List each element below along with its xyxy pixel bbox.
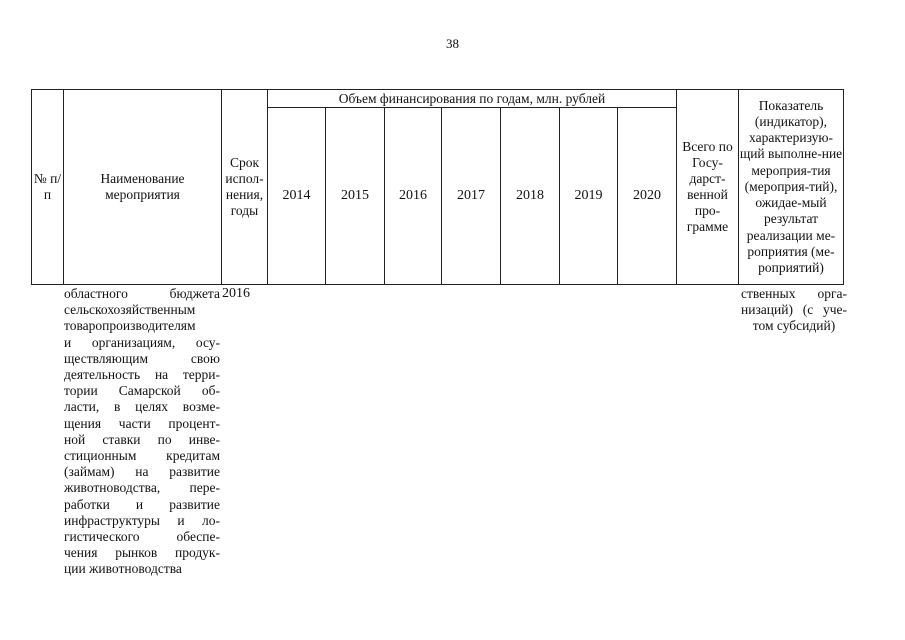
activity-name-line: деятельность на терри-	[64, 367, 220, 383]
col-header-term: Срок испол-нения, годы	[222, 90, 268, 285]
activity-indicator-line: ственных орга-	[741, 286, 847, 301]
activity-name-line: гистического обеспе-	[64, 529, 220, 545]
col-header-year: 2020	[618, 108, 677, 285]
activity-name-line: щения части процент-	[64, 415, 220, 431]
col-header-year: 2015	[326, 108, 385, 285]
col-header-name: Наименование мероприятия	[64, 90, 222, 285]
activity-name-line: работки и развитие	[64, 496, 220, 512]
col-header-number: № п/п	[32, 90, 64, 285]
program-activities-table-header	[31, 89, 844, 285]
activity-name-cell	[64, 286, 220, 578]
activity-name-line: сельскохозяйственным	[64, 302, 196, 318]
activity-name-line: ласти, в целях возме-	[64, 399, 220, 415]
activity-name-line: тории Самарской об-	[64, 383, 220, 399]
activity-indicator-line: низаций) (с уче-	[741, 302, 847, 318]
col-header-year: 2018	[501, 108, 560, 285]
activity-name-line: ществляющим свою	[64, 350, 220, 366]
col-header-indicator: Показатель (индикатор), характеризую-щий выполне-ние мероприя-тия (мероприя-тий), ожидае-мый результат реализации ме-роприятия (ме-роприятий)	[739, 90, 844, 285]
activity-name-line: стиционным кредитам	[64, 448, 220, 464]
activity-name-line: ции животноводства	[64, 561, 182, 577]
col-header-year: 2019	[560, 108, 618, 285]
col-header-year: 2017	[442, 108, 501, 285]
activity-name-line: областного бюджета	[64, 286, 220, 301]
activity-term-cell: 2016	[222, 286, 250, 301]
activity-name-line: инфраструктуры и ло-	[64, 512, 220, 528]
col-header-financing: Объем финансирования по годам, млн. рублей	[268, 90, 677, 108]
col-header-total: Всего по Госу-дарст-венной про-грамме	[677, 90, 739, 285]
col-header-year: 2014	[268, 108, 326, 285]
col-header-year: 2016	[385, 108, 442, 285]
activity-name-line: и организациям, осу-	[64, 334, 220, 350]
activity-name-line: товаропроизводителям	[64, 318, 196, 334]
activity-indicator-cell	[741, 286, 847, 335]
activity-name-line: (займам) на развитие	[64, 464, 220, 480]
activity-name-line: ной ставки по инве-	[64, 431, 220, 447]
activity-name-line: животноводства, пере-	[64, 480, 220, 496]
page-number: 38	[446, 36, 459, 51]
activity-name-line: чения рынков продук-	[64, 545, 220, 561]
activity-indicator-line: том субсидий)	[752, 318, 836, 334]
